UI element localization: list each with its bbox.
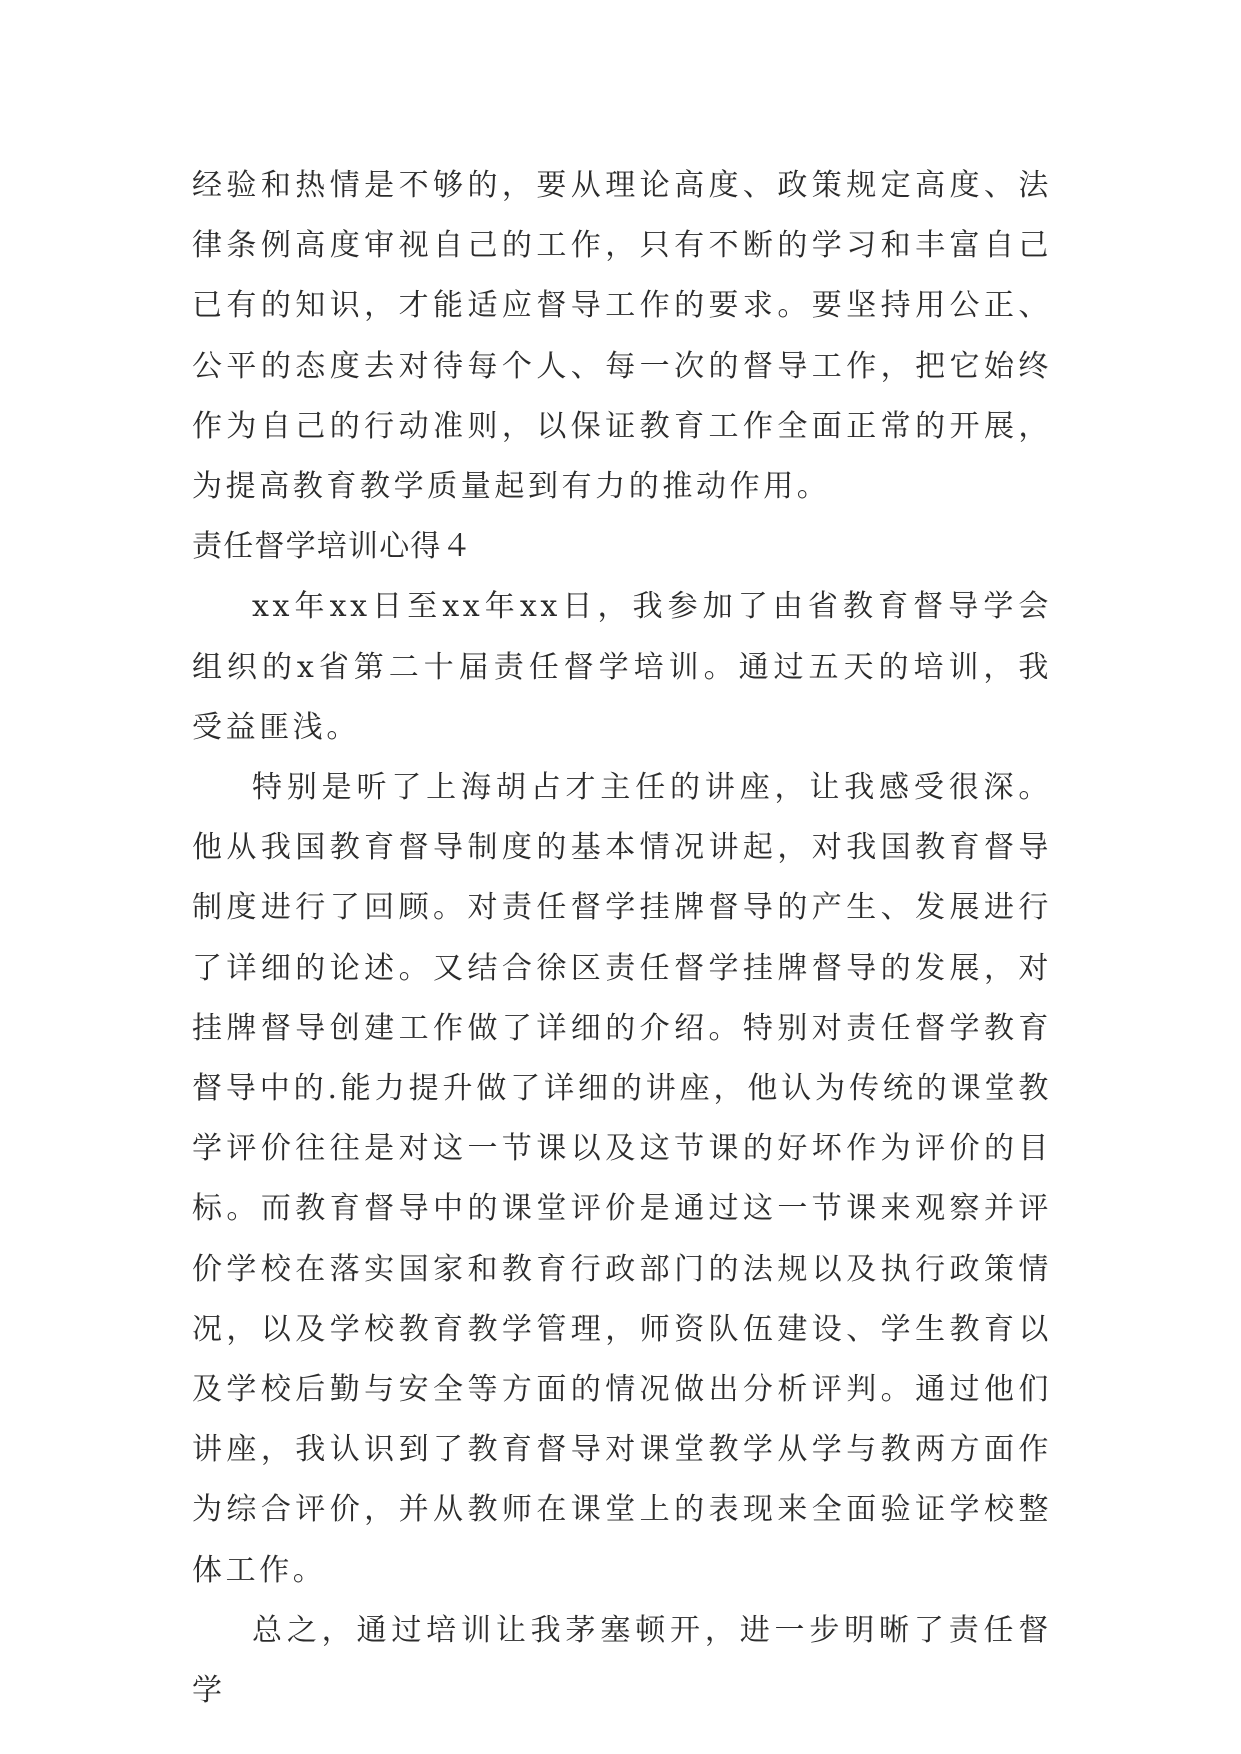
paragraph-lecture: 特别是听了上海胡占才主任的讲座，让我感受很深。他从我国教育督导制度的基本情况讲起，对我国教育督导制度进行了回顾。对责任督学挂牌督导的产生、发展进行了详细的论述。又结合徐区责任督学挂牌督导的发展，对挂牌督导创建工作做了详细的介绍。特别对责任督学教育督导中的.能力提升做了详细的讲座，他认为传统的课堂教学评价往往是对这一节课以及这节课的好坏作为评价的目标。而教育督导中的课堂评价是通过这一节课来观察并评价学校在落实国家和教育行政部门的法规以及执行政策情况，以及学校教育教学管理，师资队伍建设、学生教育以及学校后勤与安全等方面的情况做出分析评判。通过他们讲座，我认识到了教育督导对课堂教学从学与教两方面作为综合评价，并从教师在课堂上的表现来全面验证学校整体工作。	[192, 770, 1052, 1588]
paragraph-intro: xx年xx日至xx年xx日，我参加了由省教育督导学会组织的x省第二十届责任督学培训。通过五天的培训，我受益匪浅。	[192, 589, 1052, 745]
section-heading: 责任督学培训心得４	[192, 529, 473, 565]
paragraph-summary: 总之，通过培训让我茅塞顿开，进一步明晰了责任督学	[192, 1612, 1052, 1709]
continuation-paragraph: 经验和热情是不够的，要从理论高度、政策规定高度、法律条例高度审视自己的工作，只有不断的学习和丰富自己已有的知识，才能适应督导工作的要求。要坚持用公正、公平的态度去对待每个人、每一次的督导工作，把它始终作为自己的行动准则，以保证教育工作全面正常的开展，为提高教育教学质量起到有力的推动作用。	[192, 168, 1052, 505]
document-body	[192, 156, 1052, 1721]
